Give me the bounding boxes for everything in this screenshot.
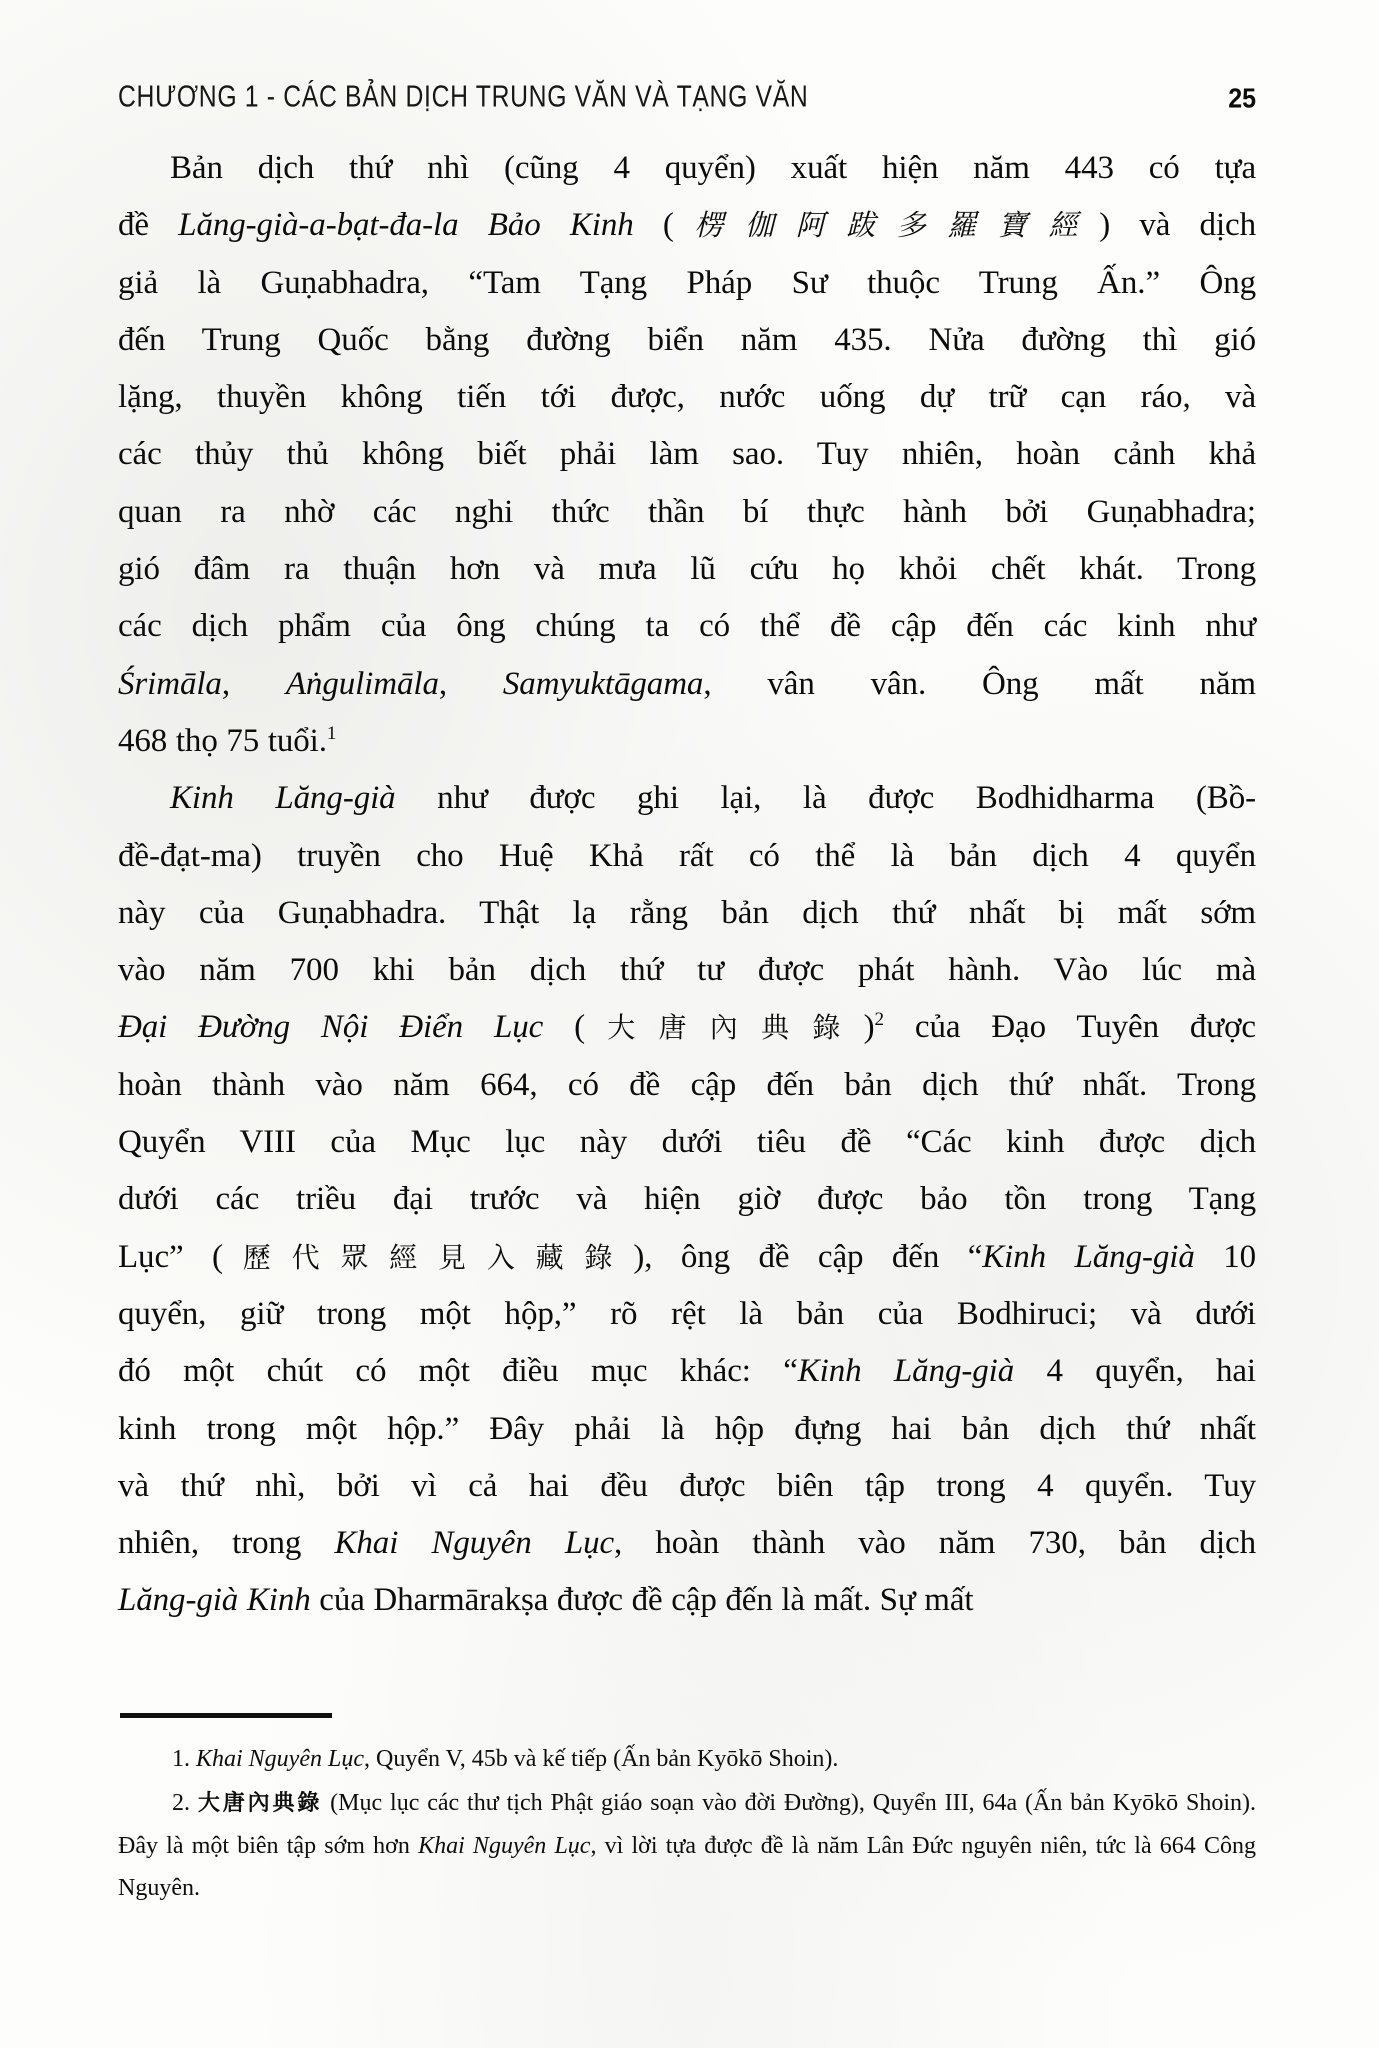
text-line: quan ra nhờ các nghi thức thần bí thực hành bởi Guṇabhadra; [118,493,1256,530]
text-line: dưới các triều đại trước và hiện giờ được bảo tồn trong Tạng [118,1181,1256,1218]
text-line: này của Guṇabhadra. Thật lạ rằng bản dịch thứ nhất bị mất sớm [118,894,1256,931]
footnote-1 [118,1738,1256,1780]
footnote-text-b: , vì lời tựa được đề là năm Lân Đức nguyên niên, tức là 664 Công Nguyên. [118,1833,1257,1901]
han-characters: 楞伽阿跋多羅寶經 [673,208,1100,243]
text-line: các dịch phẩm của ông chúng ta có thể đề cập đến các kinh như [118,608,1256,645]
footnote-2 [118,1782,1256,1909]
page-number: 25 [1228,83,1256,114]
footnote-title: Khai Nguyên Lục [196,1746,364,1772]
text-line: Śrimāla, Aṅgulimāla, Samyuktāgama, vân vân. Ông mất năm [118,665,1256,702]
text-line: các thủy thủ không biết phải làm sao. Tuy nhiên, hoàn cảnh khả [118,436,1256,473]
han-characters: 大唐內典錄 [584,1011,864,1045]
paragraph-1 [118,140,1256,770]
text-line: Kinh Lăng-già như được ghi lại, là được Bodhidharma (Bồ- [170,780,1256,817]
text-line: 468 thọ 75 tuổi.$^1$ [118,722,337,759]
paragraph-2 [118,770,1256,1629]
text-line: Bản dịch thứ nhì (cũng 4 quyển) xuất hiện năm 443 có tựa [170,150,1256,186]
text-line: Quyển VIII của Mục lục này dưới tiêu đề “Các kinh được dịch [118,1124,1256,1161]
text-line: gió đâm ra thuận hơn và mưa lũ cứu họ khỏi chết khát. Trong [118,551,1256,588]
text-line: đó một chút có một điều mục khác: “Kinh Lăng-già 4 quyển, hai [118,1353,1256,1390]
text-line: quyển, giữ trong một hộp,” rõ rệt là bản của Bodhiruci; và dưới [118,1295,1256,1332]
text-line: hoàn thành vào năm 664, có đề cập đến bản dịch thứ nhất. Trong [118,1066,1256,1103]
footnotes-block [118,1738,1256,1911]
footnote-number: 1. [172,1746,190,1772]
body-text [118,140,1256,1630]
text-line: kinh trong một hộp.” Đây phải là hộp đựng hai bản dịch thứ nhất [118,1410,1256,1447]
footnote-ref-1[interactable]: 1 [326,722,337,744]
footnote-text-a: (Mục lục các thư tịch Phật giáo soạn vào đời Đường), Quyển III, 64a (Ấn bản Kyōkō Shoin). Đây là một biên tập sớm hơn [118,1790,1256,1859]
running-head [118,80,1256,115]
text-line: đề-đạt-ma) truyền cho Huệ Khả rất có thể là bản dịch 4 quyển [118,837,1256,874]
han-characters: 歷代眾經見入藏錄 [222,1240,634,1274]
footnote-text: , Quyển V, 45b và kế tiếp (Ấn bản Kyōkō Shoin). [364,1746,839,1772]
footnote-ref-2[interactable]: 2 [874,1009,884,1031]
text-line: Lục” (歷代眾經見入藏錄), ông đề cập đến “Kinh Lăng-già 10 [118,1238,1257,1275]
text-line: đề Lăng-già-a-bạt-đa-la Bảo Kinh (楞伽阿跋多羅寶經) và dịch [118,207,1256,244]
text-line: Đại Đường Nội Điển Lục (大唐內典錄)$^2$ của Đạo Tuyên được [118,1009,1256,1046]
han-characters: 大唐內典錄 [196,1791,323,1816]
text-line: vào năm 700 khi bản dịch thứ tư được phát hành. Vào lúc mà [118,952,1256,989]
text-line: và thứ nhì, bởi vì cả hai đều được biên tập trong 4 quyển. Tuy [118,1467,1256,1504]
text-line: đến Trung Quốc bằng đường biển năm 435. Nửa đường thì gió [118,321,1256,358]
page-content [118,0,1256,2048]
footnote-number: 2. [172,1790,190,1816]
footnote-separator [120,1713,332,1718]
text-line: giả là Guṇabhadra, “Tam Tạng Pháp Sư thuộc Trung Ấn.” Ông [118,264,1256,301]
text-line: Lăng-già Kinh của Dharmārakṣa được đề cập đến là mất. Sự mất [118,1582,974,1619]
running-head-title: CHƯƠNG 1 - CÁC BẢN DỊCH TRUNG VĂN VÀ TẠNG VĂN [118,80,809,114]
text-line: nhiên, trong Khai Nguyên Lục, hoàn thành vào năm 730, bản dịch [118,1525,1256,1562]
footnote-title: Khai Nguyên Lục [418,1833,591,1859]
text-line: lặng, thuyền không tiến tới được, nước uống dự trữ cạn ráo, và [118,379,1256,416]
